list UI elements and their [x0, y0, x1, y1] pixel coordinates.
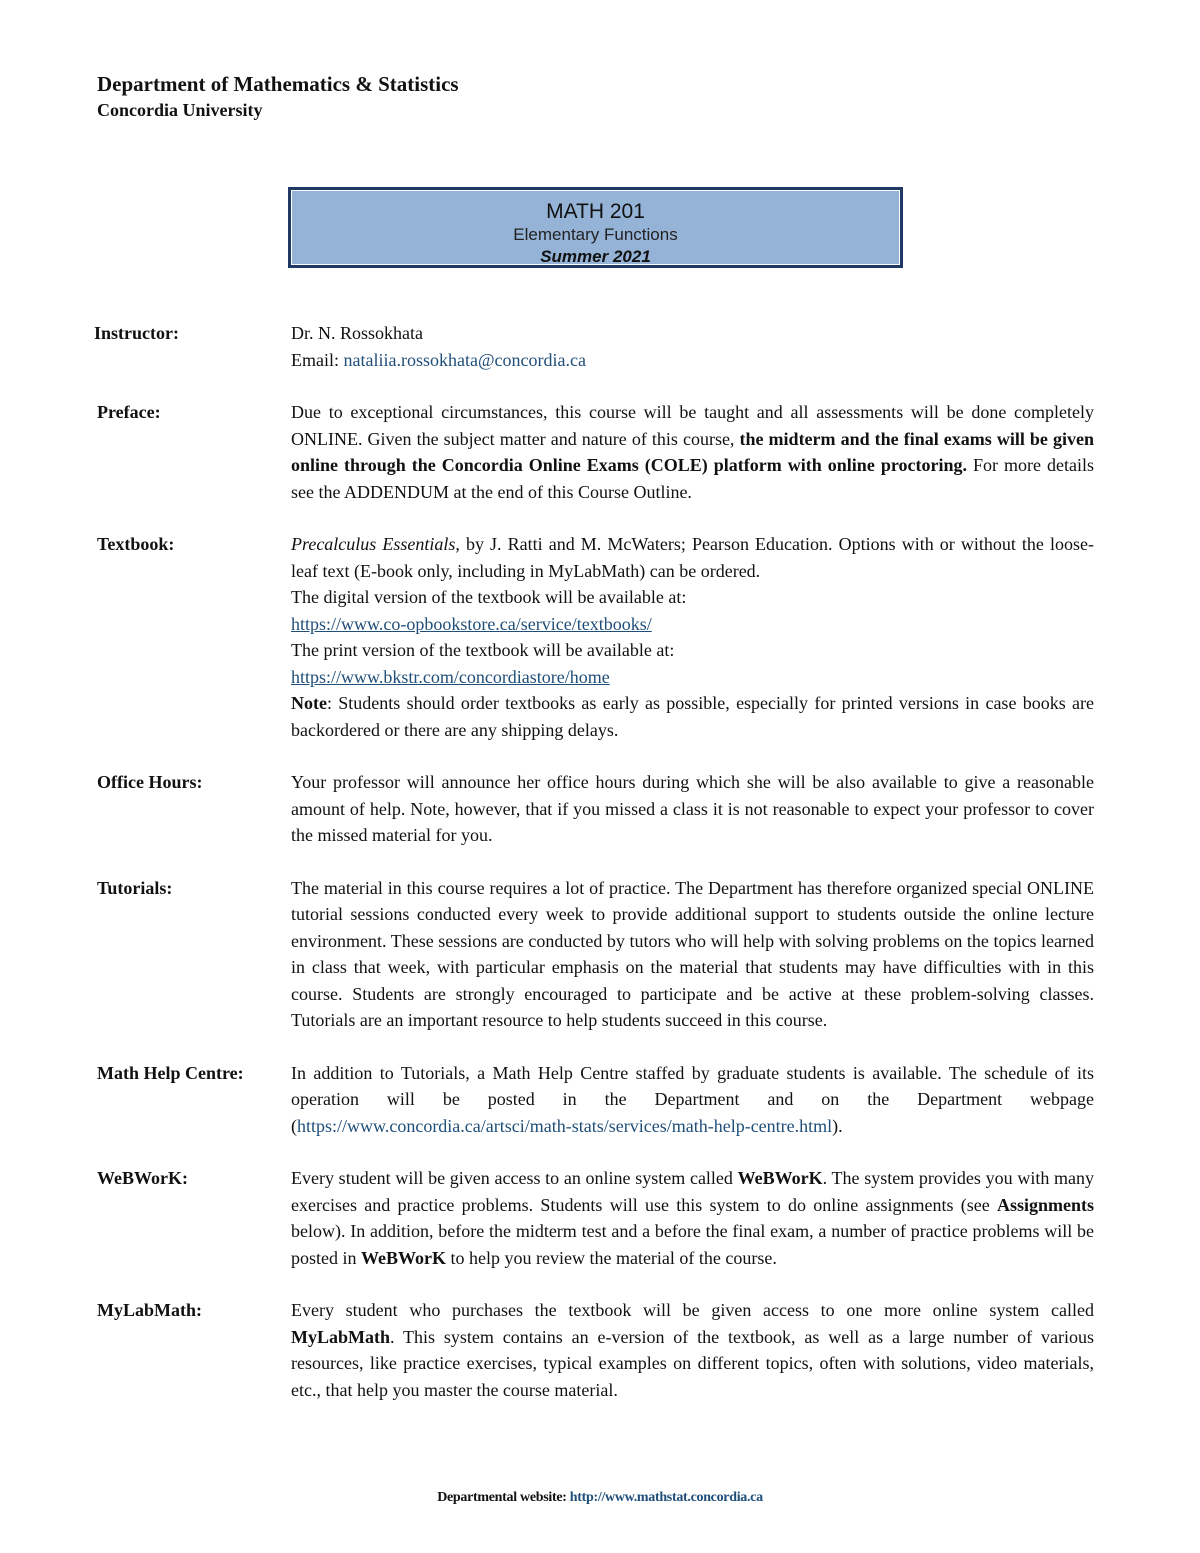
- mylabmath-text: [291, 1297, 1094, 1403]
- mylabmath-label: MyLabMath:: [97, 1300, 202, 1320]
- textbook-print-line: The print version of the textbook will be available at:: [291, 640, 675, 660]
- webwork-label: WeBWorK:: [97, 1168, 188, 1188]
- webwork-text-part: below). In addition, before the midterm test and a before the final exam, a number of practice problems will be posted in: [291, 1221, 1094, 1268]
- mylabmath-term: MyLabMath: [291, 1326, 390, 1347]
- textbook-description: [291, 531, 1094, 584]
- webwork-text-part: . The system provides you with many exercises and practice problems. Students will use this system to do online assignments (see: [291, 1168, 1095, 1215]
- footer-website-link[interactable]: http://www.mathstat.concordia.ca: [569, 1490, 763, 1505]
- math-help-link[interactable]: https://www.concordia.ca/artsci/math-stats/services/math-help-centre.html: [297, 1115, 833, 1136]
- textbook-print-link[interactable]: https://www.bkstr.com/concordiastore/home: [291, 666, 610, 687]
- tutorials-text: The material in this course requires a lot of practice. The Department has therefore organized special ONLINE tutorial sessions conducted every week to provide additional support to students outside the online lecture environment. These sessions are conducted by tutors who will help with solving problems on the topics learned in class that week, with particular emphasis on the material that students may have difficulties with in this course. Students are strongly encouraged to participate and be active at these problem-solving classes. Tutorials are an important resource to help students succeed in this course.: [291, 877, 1094, 1030]
- course-code: MATH 201: [546, 200, 645, 223]
- email-label: Email:: [291, 349, 339, 370]
- section-math-help-centre: [0, 1060, 1200, 1140]
- section-tutorials: [0, 875, 1200, 1034]
- department-name: Department of Mathematics & Statistics: [97, 72, 459, 96]
- note-text: : Students should order textbooks as early as possible, especially for printed versions in case books are backordered or there are any shipping delays.: [291, 693, 1094, 740]
- section-textbook: [0, 531, 1200, 743]
- instructor-email-link[interactable]: nataliia.rossokhata@concordia.ca: [343, 349, 586, 370]
- textbook-digital-line: The digital version of the textbook will be available at:: [291, 587, 687, 607]
- section-office-hours: [0, 769, 1200, 849]
- note-label: Note: [291, 693, 327, 713]
- section-preface: [0, 399, 1200, 505]
- textbook-text: , by J. Ratti and M. McWaters; Pearson Education. Options with or without the loose-leaf text (E-book only, including in MyLabMath) can be ordered.: [291, 534, 1094, 581]
- assignments-term: Assignments: [996, 1194, 1094, 1215]
- preface-text: [291, 399, 1094, 505]
- outline-sections: [0, 320, 1200, 1429]
- course-name: Elementary Functions: [513, 225, 678, 244]
- footer-label: Departmental website:: [437, 1490, 567, 1505]
- instructor-label: Instructor:: [94, 323, 179, 343]
- math-help-text: [291, 1060, 1094, 1140]
- course-title-box: [288, 187, 903, 268]
- webwork-text-part: Every student will be given access to an online system called: [291, 1168, 738, 1188]
- math-help-text-part: ).: [832, 1115, 843, 1136]
- textbook-label: Textbook:: [97, 534, 175, 554]
- section-webwork: [0, 1165, 1200, 1271]
- instructor-email-line: [291, 347, 1094, 374]
- course-term: Summer 2021: [540, 247, 651, 266]
- preface-text-part: Due to exceptional circumstances, this course will be taught and all assessments will be done completely ONLINE. Given the subject matter and nature of this course,: [291, 402, 1094, 449]
- textbook-note: [291, 690, 1094, 743]
- preface-exam-notice: the midterm and the final exams will be given online through the Concordia Online Exams (COLE) platform with online proctoring.: [291, 428, 1094, 475]
- mylabmath-text-part: . This system contains an e-version of the textbook, as well as a large number of various resources, like practice exercises, typical examples on different topics, often with solutions, video materials, etc., that help you master the course material.: [291, 1326, 1094, 1400]
- section-mylabmath: [0, 1297, 1200, 1403]
- section-instructor: [0, 320, 1200, 373]
- mylabmath-text-part: Every student who purchases the textbook will be given access to one more online system called: [291, 1300, 1094, 1320]
- webwork-text: [291, 1165, 1094, 1271]
- math-help-text-part: In addition to Tutorials, a Math Help Centre staffed by graduate students is available. The schedule of its operation will be posted in the Department and on the Department webpage (: [291, 1062, 1094, 1136]
- textbook-digital-link[interactable]: https://www.co-opbookstore.ca/service/textbooks/: [291, 613, 652, 634]
- webwork-text-part: to help you review the material of the course.: [446, 1247, 777, 1268]
- university-name: Concordia University: [97, 100, 263, 120]
- preface-label: Preface:: [97, 402, 161, 422]
- tutorials-label: Tutorials:: [97, 877, 173, 898]
- webwork-term: WeBWorK: [361, 1247, 446, 1268]
- math-help-label: Math Help Centre:: [97, 1062, 244, 1083]
- page-footer: [0, 1490, 1200, 1506]
- preface-text-part: For more details see the ADDENDUM at the end of this Course Outline.: [291, 455, 1094, 502]
- textbook-title: Precalculus Essentials: [291, 534, 456, 554]
- webwork-term: WeBWorK: [737, 1168, 823, 1188]
- instructor-name: Dr. N. Rossokhata: [291, 323, 423, 343]
- office-hours-label: Office Hours:: [97, 772, 203, 792]
- office-hours-text: Your professor will announce her office hours during which she will be also available to give a reasonable amount of help. Note, however, that if you missed a class it is not reasonable to expect your professor to cover the missed material for you.: [291, 772, 1094, 845]
- page-header: [97, 70, 459, 122]
